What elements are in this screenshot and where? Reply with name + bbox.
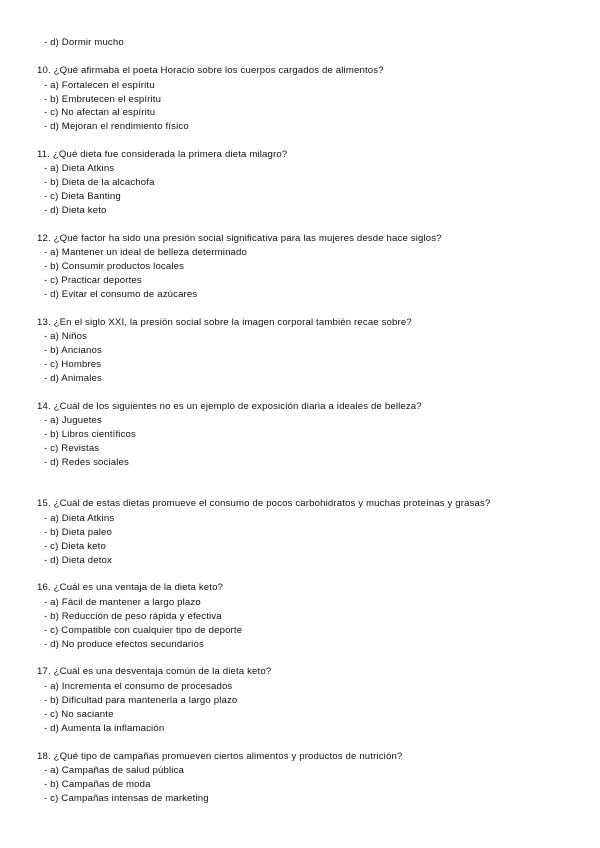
question-17: 17. ¿Cuál es una desventaja común de la dieta keto?	[37, 666, 272, 677]
question-16: 16. ¿Cuál es una ventaja de la dieta keto?	[37, 582, 224, 593]
question-13: 13. ¿En el siglo XXI, la presión social sobre la imagen corporal también recae sobre?	[37, 317, 412, 328]
option-10-d: - d) Mejoran el rendimiento físico	[44, 121, 189, 132]
option-18-c: - c) Campañas intensas de marketing	[44, 793, 209, 804]
option-16-b: - b) Reducción de peso rápida y efectiva	[44, 611, 222, 622]
question-14: 14. ¿Cuál de los siguientes no es un ejemplo de exposición diaria a ideales de belleza?	[37, 401, 422, 412]
option-14-a: - a) Juguetes	[44, 415, 102, 426]
option-11-a: - a) Dieta Atkins	[44, 163, 115, 174]
option-16-d: - d) No produce efectos secundarios	[44, 639, 204, 650]
question-12: 12. ¿Qué factor ha sido una presión social significativa para las mujeres desde hace siglos?	[37, 233, 442, 244]
option-10-c: - c) No afectan al espíritu	[44, 107, 156, 118]
option-12-d: - d) Evitar el consumo de azúcares	[44, 289, 198, 300]
option-9-d: - d) Dormir mucho	[44, 37, 124, 48]
option-16-c: - c) Compatible con cualquier tipo de deporte	[44, 625, 243, 636]
option-10-b: - b) Embrutecen el espíritu	[44, 94, 162, 105]
option-17-b: - b) Dificultad para mantenerla a largo plazo	[44, 695, 238, 706]
option-11-b: - b) Dieta de la alcachofa	[44, 177, 155, 188]
option-12-a: - a) Mantener un ideal de belleza determinado	[44, 247, 248, 258]
option-15-a: - a) Dieta Atkins	[44, 513, 115, 524]
option-11-c: - c) Dieta Banting	[44, 191, 121, 202]
option-15-d: - d) Dieta detox	[44, 555, 112, 566]
option-17-c: - c) No saciante	[44, 709, 114, 720]
option-10-a: - a) Fortalecen el espíritu	[44, 80, 155, 91]
option-15-c: - c) Dieta keto	[44, 541, 106, 552]
option-16-a: - a) Fácil de mantener a largo plazo	[44, 597, 201, 608]
option-13-c: - c) Hombres	[44, 359, 102, 370]
option-14-b: - b) Libros científicos	[44, 429, 136, 440]
option-12-c: - c) Practicar deportes	[44, 275, 142, 286]
option-15-b: - b) Dieta paleo	[44, 527, 112, 538]
option-13-a: - a) Niños	[44, 331, 88, 342]
option-18-b: - b) Campañas de moda	[44, 779, 151, 790]
question-18: 18. ¿Qué tipo de campañas promueven ciertos alimentos y productos de nutrición?	[37, 751, 403, 762]
option-13-b: - b) Ancianos	[44, 345, 102, 356]
option-12-b: - b) Consumir productos locales	[44, 261, 185, 272]
option-13-d: - d) Animales	[44, 373, 102, 384]
question-15: 15. ¿Cuál de estas dietas promueve el consumo de pocos carbohidratos y muchas proteínas y grasas?	[37, 498, 491, 509]
option-11-d: - d) Dieta keto	[44, 205, 107, 216]
option-17-d: - d) Aumenta la inflamación	[44, 723, 165, 734]
question-11: 11. ¿Qué dieta fue considerada la primera dieta milagro?	[37, 149, 288, 160]
option-14-c: - c) Revistas	[44, 443, 100, 454]
question-10: 10. ¿Qué afirmaba el poeta Horacio sobre los cuerpos cargados de alimentos?	[37, 65, 384, 76]
option-14-d: - d) Redes sociales	[44, 457, 129, 468]
option-18-a: - a) Campañas de salud pública	[44, 765, 184, 776]
option-17-a: - a) Incrementa el consumo de procesados	[44, 681, 233, 692]
